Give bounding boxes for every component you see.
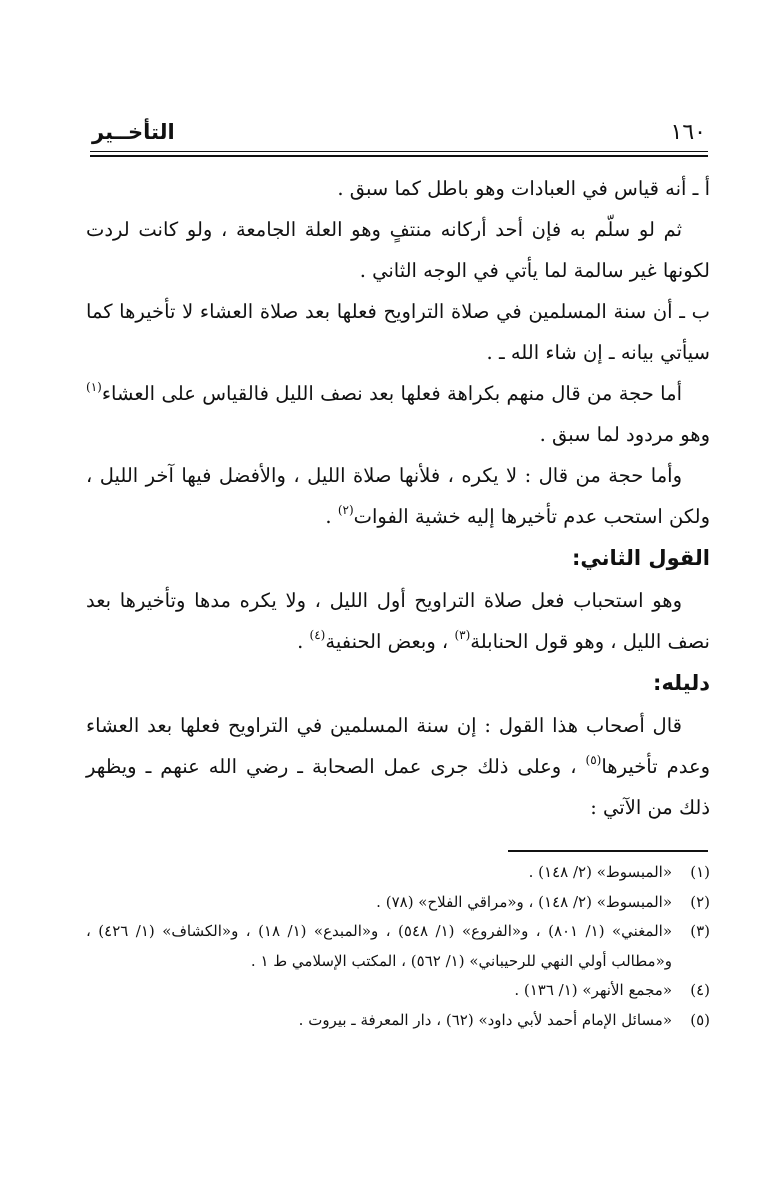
footnote-item bbox=[86, 1006, 710, 1036]
paragraph-point-b: ب ـ أن سنة المسلمين في صلاة التراويح فعلها بعد صلاة العشاء لا تأخيرها كما سيأتي بيانه ـ إن شاء الله ـ . bbox=[86, 300, 710, 364]
header-divider bbox=[90, 151, 708, 152]
footnote-divider bbox=[508, 850, 708, 852]
footnote-ref-5[interactable]: (٥) bbox=[585, 753, 602, 767]
footnote-text: «مجمع الأنهر» (١/ ١٣٦) . bbox=[514, 981, 672, 999]
running-title: التأخــير bbox=[92, 120, 175, 144]
paragraph-rebuttal: ثم لو سلّم به فإن أحد أركانه منتفٍ وهو العلة الجامعة ، ولو كانت لردت لكونها غير سالمة لما يأتي في الوجه الثاني . bbox=[86, 218, 710, 282]
paragraph-point-a: أ ـ أنه قياس في العبادات وهو باطل كما سبق . bbox=[337, 177, 710, 200]
footnote-text: «المبسوط» (٢/ ١٤٨) . bbox=[528, 863, 672, 881]
section-heading-second-opinion: القول الثاني: bbox=[572, 546, 710, 570]
footnote-number: (٥) bbox=[690, 1010, 710, 1029]
footnote-ref-1[interactable]: (١) bbox=[86, 380, 102, 394]
footnote-ref-3[interactable]: (٣) bbox=[454, 628, 471, 642]
footnote-number: (٢) bbox=[690, 892, 710, 911]
header-divider-thick bbox=[90, 155, 708, 157]
footnote-ref-4[interactable]: (٤) bbox=[309, 628, 326, 642]
footnote-text: «المبسوط» (٢/ ١٤٨) ، و«مراقي الفلاح» (٧٨) . bbox=[376, 892, 672, 911]
footnote-text: «مسائل الإمام أحمد لأبي داود» (٦٢) ، دار المعرفة ـ بيروت . bbox=[298, 1010, 672, 1029]
paragraph-karaha-argument: أما حجة من قال منهم بكراهة فعلها بعد نصف الليل فالقياس على العشاء$^{(١)}$ وهو مردود لما سبق . bbox=[86, 380, 710, 446]
footnote-ref-2[interactable]: (٢) bbox=[337, 503, 354, 517]
page-number: ١٦٠ bbox=[670, 120, 706, 145]
section-heading-evidence: دليله: bbox=[653, 671, 710, 695]
footnote-item bbox=[86, 917, 710, 976]
footnote-text: «المغني» (١/ ٨٠١) ، و«الفروع» (١/ ٥٤٨) ، و«المبدع» (١/ ١٨) ، و«الكشاف» (١/ ٤٢٦) ، و«مطالب أولي النهي للرحيباني» (١/ ٥٦٢) ، المكتب الإسلامي ط ١ . bbox=[86, 922, 673, 970]
page-header bbox=[92, 112, 706, 148]
footnote-number: (١) bbox=[690, 863, 710, 881]
footnote-item bbox=[86, 976, 710, 1006]
footnotes bbox=[86, 858, 710, 1035]
paragraph-evidence: قال أصحاب هذا القول : إن سنة المسلمين في التراويح فعلها بعد العشاء وعدم تأخيرها$^{(٥)}$ ، وعلى ذلك جرى عمل الصحابة ـ رضي الله عنهم ـ ويظهر ذلك من الآتي : bbox=[86, 714, 710, 819]
paragraph-second-opinion: وهو استحباب فعل صلاة التراويح أول الليل ، ولا يكره مدها وتأخيرها بعد نصف الليل ، وهو قول الحنابلة$^{(٣)}$ ، وبعض الحنفية$^{(٤)}$ . bbox=[86, 589, 710, 653]
footnote-number: (٤) bbox=[690, 981, 710, 999]
footnote-item bbox=[86, 888, 710, 918]
footnote-number: (٣) bbox=[690, 922, 710, 940]
footnote-item bbox=[86, 858, 710, 888]
main-text bbox=[86, 168, 710, 828]
paragraph-no-karaha-argument: وأما حجة من قال : لا يكره ، فلأنها صلاة الليل ، والأفضل فيها آخر الليل ، ولكن استحب عدم تأخيرها إليه خشية الفوات$^{(٢)}$ . bbox=[86, 464, 710, 528]
